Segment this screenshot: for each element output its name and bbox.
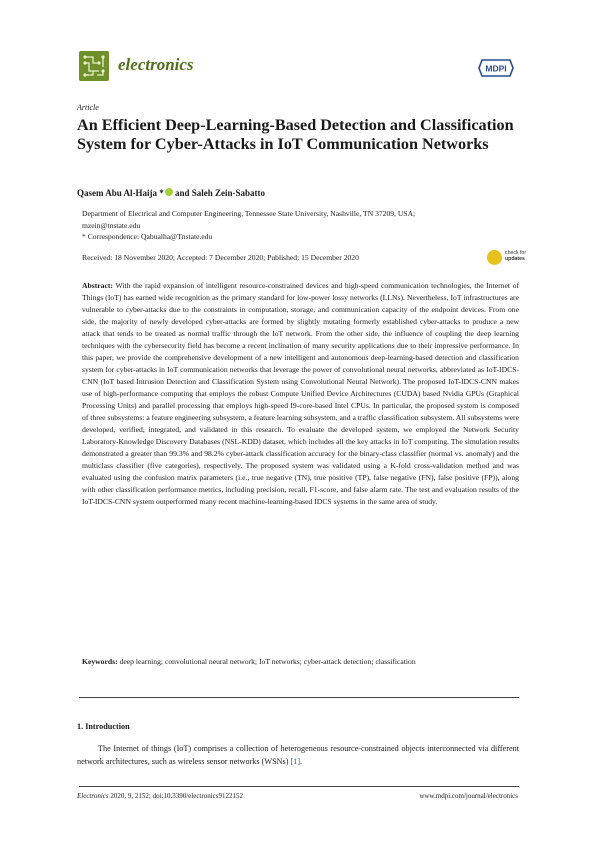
affiliation-email[interactable]: mzein@tnstate.edu	[82, 220, 141, 230]
abstract	[82, 280, 519, 508]
affiliation-line: Department of Electrical and Computer Engineering, Tennessee State University, Nashville, TN 37209, USA;	[82, 209, 416, 218]
keywords	[82, 656, 519, 668]
article-type: Article	[77, 103, 99, 112]
check-updates-icon	[487, 250, 502, 265]
footer-doi[interactable]: 2020, 9, 2152; doi:10.3390/electronics9122152	[108, 792, 243, 800]
journal-name: electronics	[118, 55, 194, 74]
correspondence[interactable]: * Correspondence: Qabualha@Tnstate.edu	[82, 232, 213, 241]
affiliation	[82, 208, 522, 243]
check-updates-line2: updates	[505, 256, 525, 262]
citation-link[interactable]: [1]	[290, 757, 301, 766]
abstract-text: With the rapid expansion of intelligent resource-constrained devices and high-speed communication technologies, the Internet of Things (IoT) has earned wide recognition as the primary standard for low-power lossy networks (LLNs). Nevertheless, IoT infrastructures are vulnerable to cyber-attacks due to the constraints in computation, storage, and communication capacity of the endpoint devices. From one side, the majority of newly developed cyber-attacks are formed by slightly mutating formerly established cyber-attacks to produce a new attack that tends to be treated as normal traffic through the IoT network. From the other side, the influence of coupling the deep learning techniques with the cybersecurity field has become a recent inclination of many security applications due to their impressive performance. In this paper, we provide the comprehensive development of a new intelligent and autonomous deep-learning-based detection and classification system for cyber-attacks in IoT communication networks that leverage the power of convolutional neural networks, abbreviated as IoT-IDCS-CNN (IoT based Intrusion Detection and Classification System using Convolutional Neural Network). The proposed IoT-IDCS-CNN makes use of high-performance computing that employs the robust Compute Unified Device Architectures (CUDA) based Nvidia GPUs (Graphical Processing Units) and parallel processing that employs high-speed I9-core-based Intel CPUs. In particular, the proposed system is composed of three subsystems: a feature engineering subsystem, a feature learning subsystem, and a traffic classification subsystem. All subsystems were developed, verified, integrated, and validated in this research. To evaluate the developed system, we employed the Network Security Laboratory-Knowledge Discovery Databases (NSL-KDD) dataset, which includes all the key attacks in IoT computing. The simulation results demonstrated a greater than 99.3% and 98.2% cyber-attack classification accuracy for the binary-class classifier (normal vs. anomaly) and the multiclass classifier (five categories), respectively. The proposed system was validated using a K-fold cross-validation method and was evaluated using the confusion matrix parameters (i.e., true negative (TN), true positive (TP), false negative (FN), false positive (FP)), along with other classification performance metrics, including precision, recall, F1-score, and false alarm rate. The test and evaluation results of the IoT-IDCS-CNN system outperformed many recent machine-learning-based IDCS systems in the same area of study.	[82, 281, 519, 506]
footer-url[interactable]: www.mdpi.com/journal/electronics	[419, 792, 518, 800]
keywords-text: deep learning; convolutional neural network; IoT networks; cyber-attack detection; classification	[117, 657, 416, 666]
footer-journal: Electronics	[77, 792, 109, 800]
section-heading: 1. Introduction	[77, 722, 130, 731]
svg-text:MDPI: MDPI	[485, 63, 507, 74]
circuit-board-icon	[79, 51, 109, 81]
check-updates-line1: check for	[505, 250, 527, 256]
orcid-icon[interactable]	[165, 188, 173, 196]
publication-dates: Received: 18 November 2020; Accepted: 7 December 2020; Published: 15 December 2020	[82, 253, 359, 262]
author-second[interactable]: and Saleh Zein-Sabatto	[172, 188, 266, 198]
footer-divider	[79, 786, 519, 787]
mdpi-logo	[478, 58, 514, 78]
abstract-label: Abstract:	[82, 281, 113, 290]
intro-text: The Internet of things (IoT) comprises a collection of heterogeneous resource-constrained objects interconnected via different network architectures, such as wireless sensor networks (WSNs)	[77, 744, 519, 766]
section-divider	[79, 697, 519, 698]
keywords-label: Keywords:	[82, 657, 118, 666]
author-first[interactable]: Qasem Abu Al-Haija *	[77, 188, 164, 198]
footer-citation	[77, 792, 243, 800]
author-list	[77, 188, 265, 198]
check-for-updates-badge[interactable]	[487, 248, 527, 268]
article-title: An Efficient Deep-Learning-Based Detection and Classification System for Cyber-Attacks in IoT Communication Networks	[77, 116, 514, 153]
intro-end: .	[300, 757, 303, 766]
intro-paragraph	[77, 742, 519, 768]
